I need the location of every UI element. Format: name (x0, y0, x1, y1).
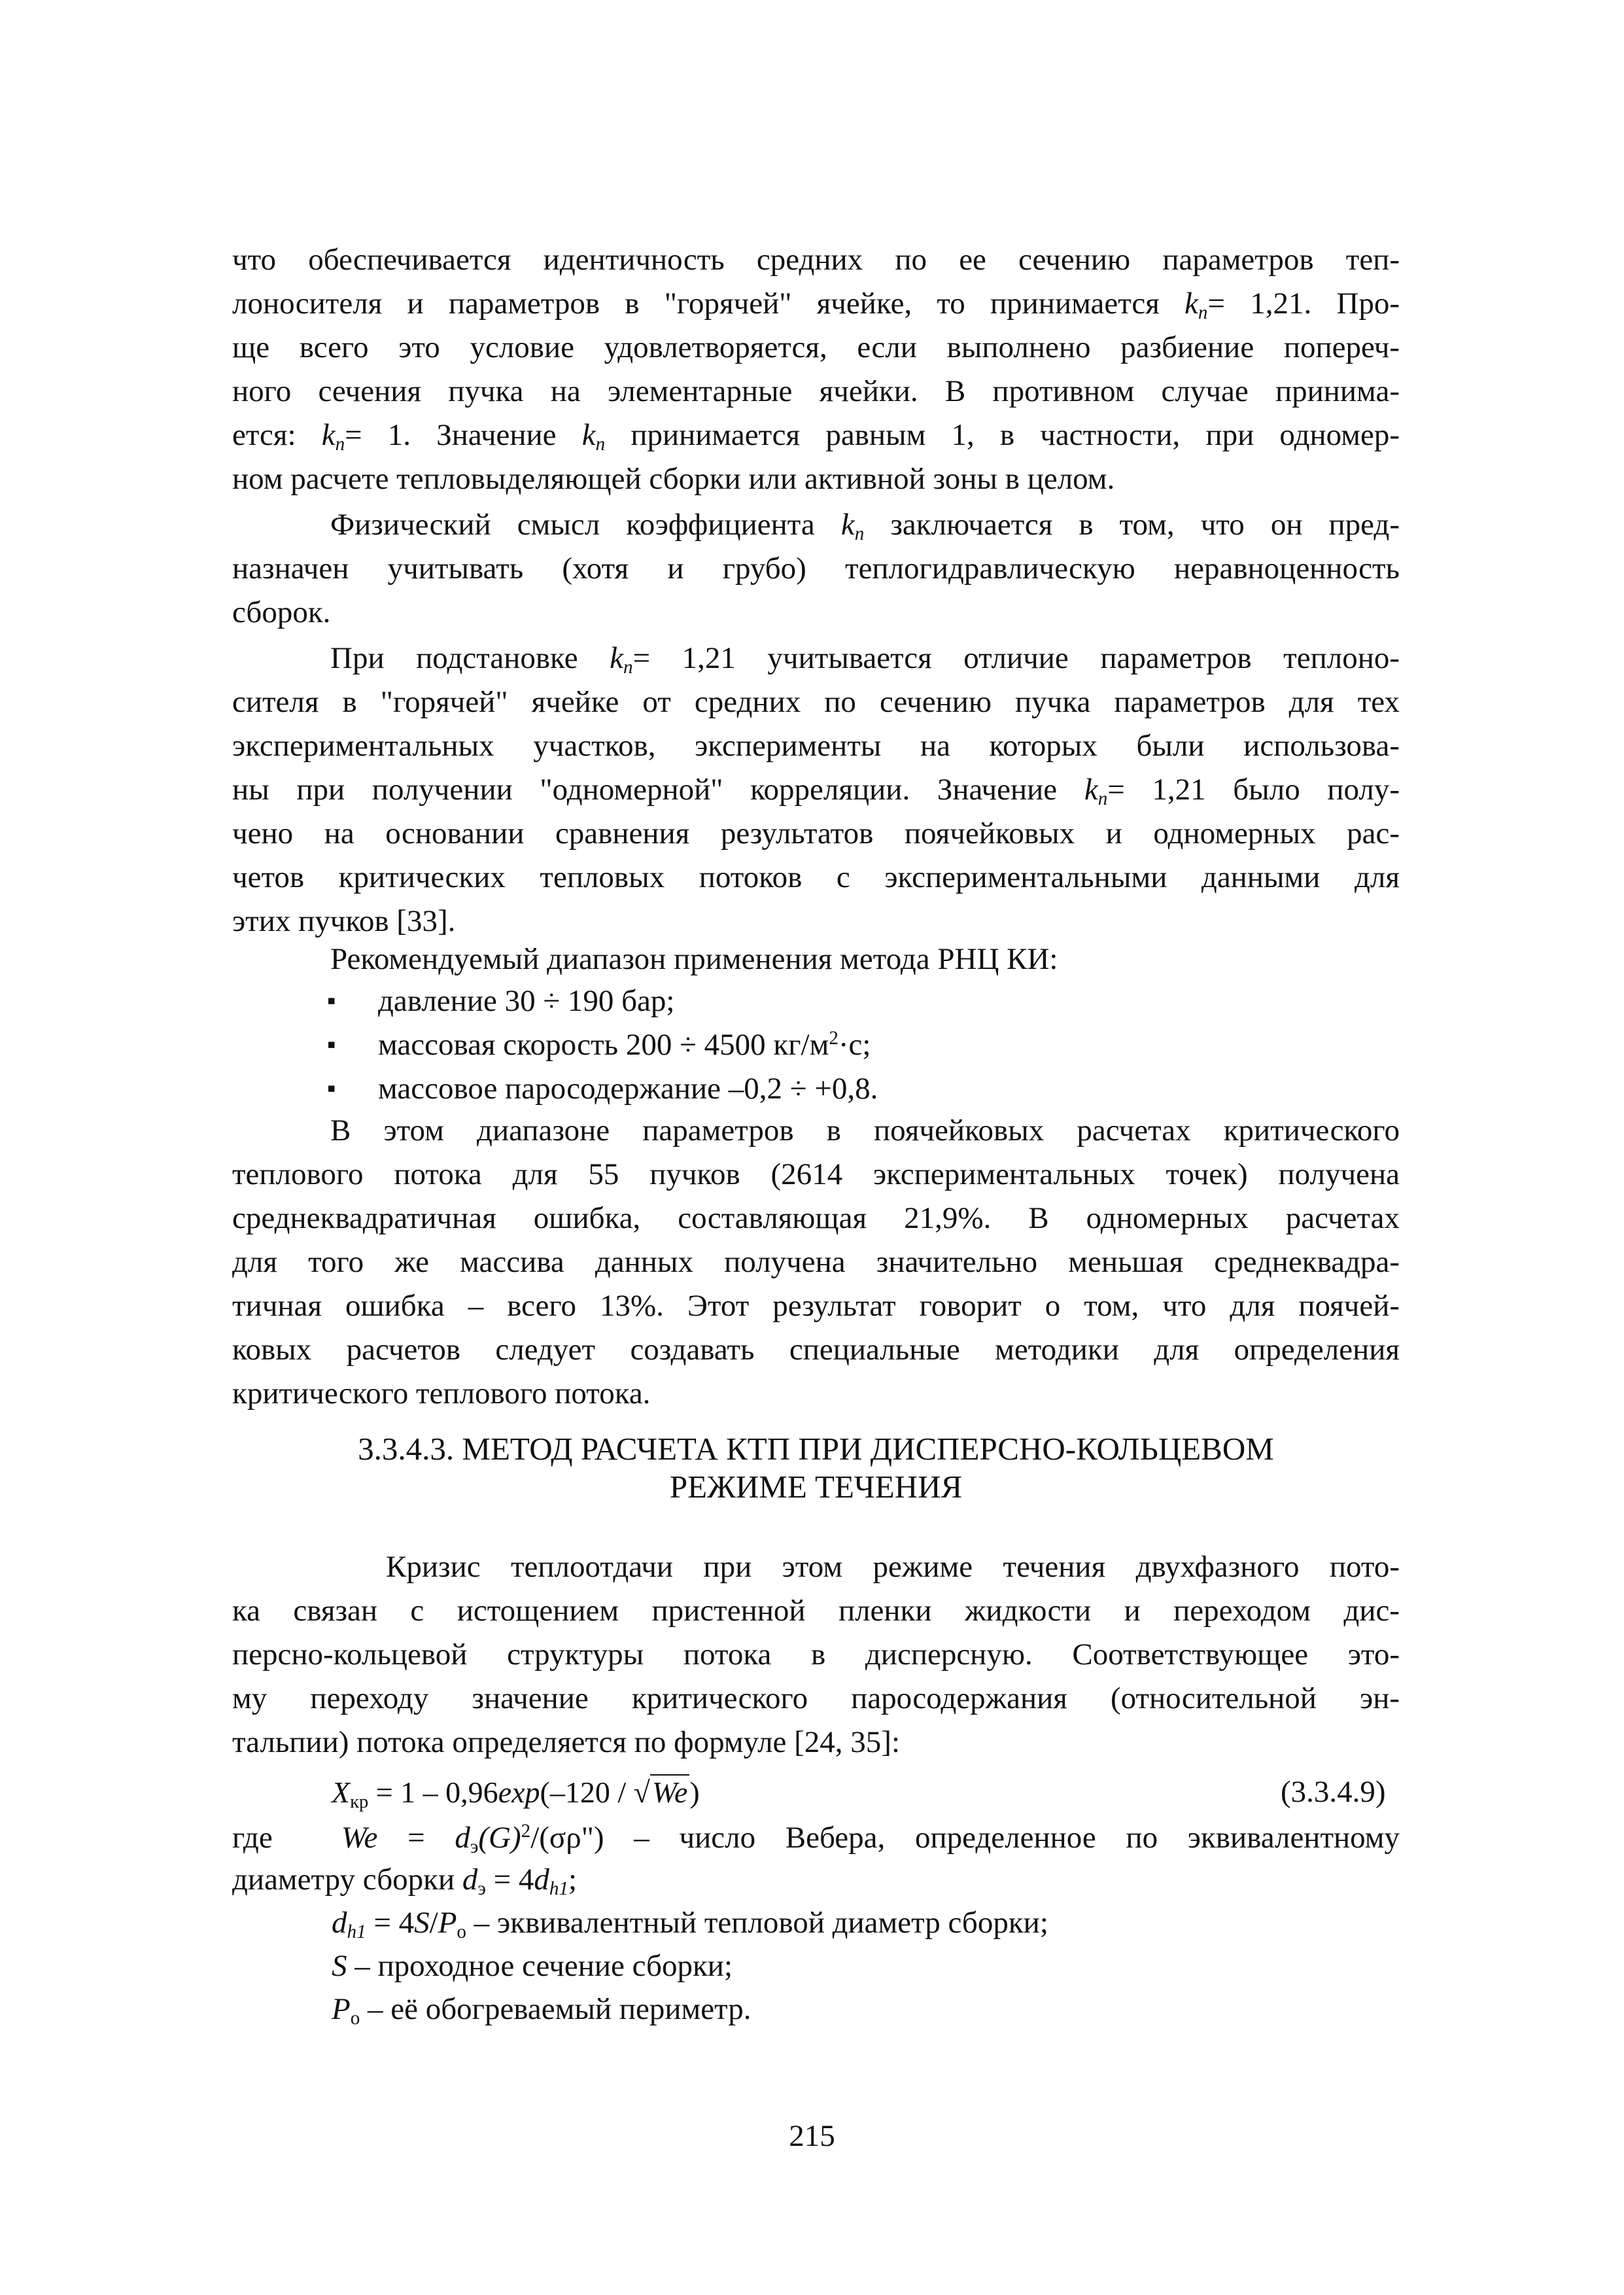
recommended-range-list (327, 979, 878, 1111)
paragraph-line: назначен учитывать (хотя и грубо) теплогидравлическую неравноценность (232, 552, 1400, 586)
section-heading-line: РЕЖИМЕ ТЕЧЕНИЯ (669, 1469, 963, 1505)
paragraph-line: ется: $k_п= 1$. Значение $k_п$ принимается равным 1, в частности, при одномер- (232, 418, 1400, 455)
paragraph-line: четов критических тепловых потоков с экспериментальными данными для (232, 860, 1400, 894)
list-item: ▪ давление 30 ÷ 190 бар; (327, 979, 878, 1023)
paragraph-line: тичная ошибка – всего 13%. Этот результат говорит о том, что для поячей- (232, 1289, 1400, 1323)
paragraph-line: что обеспечивается идентичность средних по ее сечению параметров теп- (232, 243, 1400, 277)
paragraph-line: этих пучков [33]. (232, 904, 456, 938)
paragraph-line: лоносителя и параметров в "горячей" ячейке, то принимается $k_п= 1,21$. Про- (232, 287, 1400, 324)
paragraph-line: чено на основании сравнения результатов поячейковых и одномерных рас- (232, 816, 1400, 850)
paragraph-line: В этом диапазоне параметров в поячейковых расчетах критического (330, 1113, 1400, 1148)
square-root-sign: √ (633, 1776, 650, 1809)
page-number: 215 (789, 2119, 835, 2153)
formula-expression: $X_{кр} = 1 - 0,96\exp(-120 / √We)$ (332, 1776, 700, 1812)
paragraph-line: При подстановке $k_п= 1,21$ учитывается отличие параметров теплоно- (330, 641, 1400, 678)
section-heading (232, 1430, 1400, 1506)
paragraph-line: диаметру сборки $d_э = 4d_{h1}$; (232, 1863, 578, 1900)
definition-line: $P_о$ – её обогреваемый периметр. (332, 1992, 752, 2029)
formula-number: (3.3.4.9) (1281, 1775, 1386, 1809)
paragraph-line: критического теплового потока. (232, 1376, 651, 1410)
paragraph-line: Кризис теплоотдачи при этом режиме течения двухфазного пото- (386, 1550, 1400, 1584)
recommended-range-intro: Рекомендуемый диапазон применения метода РНЦ КИ: (330, 942, 1058, 976)
paragraph-line: ка связан с истощением пристенной пленки жидкости и переходом дис- (232, 1594, 1400, 1628)
paragraph-line: ном расчете тепловыделяющей сборки или активной зоны в целом. (232, 462, 1115, 496)
paragraph-line: среднеквадратичная ошибка, составляющая 21,9%. В одномерных расчетах (232, 1201, 1400, 1235)
paragraph-line: персно-кольцевой структуры потока в дисперсную. Соответствующее это- (232, 1638, 1400, 1672)
list-item: ▪ массовое паросодержание –0,2 ÷ +0,8. (327, 1067, 878, 1111)
paragraph-line: ще всего это условие удовлетворяется, если выполнено разбиение попереч- (232, 330, 1400, 364)
paragraph-line: тальпии) потока определяется по формуле [24, 35]: (232, 1725, 901, 1759)
paragraph-line: для того же массива данных получена значительно меньшая среднеквадра- (232, 1245, 1400, 1279)
list-item: ▪ массовая скорость 200 ÷ 4500 $кг/м^2\cdot с$; (327, 1023, 878, 1067)
section-heading-line: 3.3.4.3. МЕТОД РАСЧЕТА КТП ПРИ ДИСПЕРСНО-КОЛЬЦЕВОМ (358, 1431, 1274, 1467)
paragraph-line: сителя в "горячей" ячейке от средних по сечению пучка параметров для тех (232, 685, 1400, 719)
paragraph-line: экспериментальных участков, эксперименты на которых были использова- (232, 729, 1400, 763)
paragraph-line: где $We = d_э(G)^2/(\sigma\rho")$ – число Вебера, определенное по эквивалентному (232, 1820, 1400, 1858)
paragraph-line: сборок. (232, 595, 331, 629)
paragraph-line: ны при получении "одномерной" корреляции. Значение $k_п= 1,21$ было полу- (232, 773, 1400, 810)
paragraph-line: теплового потока для 55 пучков (2614 экспериментальных точек) получена (232, 1157, 1400, 1191)
paragraph-line: му переходу значение критического паросодержания (относительной эн- (232, 1681, 1400, 1715)
paragraph-line: Физический смысл коэффициента $k_п$ заключается в том, что он пред- (330, 508, 1400, 545)
paragraph-line: ковых расчетов следует создавать специальные методики для определения (232, 1333, 1400, 1367)
paragraph-line: ного сечения пучка на элементарные ячейки. В противном случае принима- (232, 374, 1400, 408)
definition-line: $d_{h1} = 4S/P_о$ – эквивалентный тепловой диаметр сборки; (332, 1906, 1048, 1943)
definition-line: S – проходное сечение сборки; (332, 1949, 733, 1983)
formula (0, 1770, 1624, 1816)
